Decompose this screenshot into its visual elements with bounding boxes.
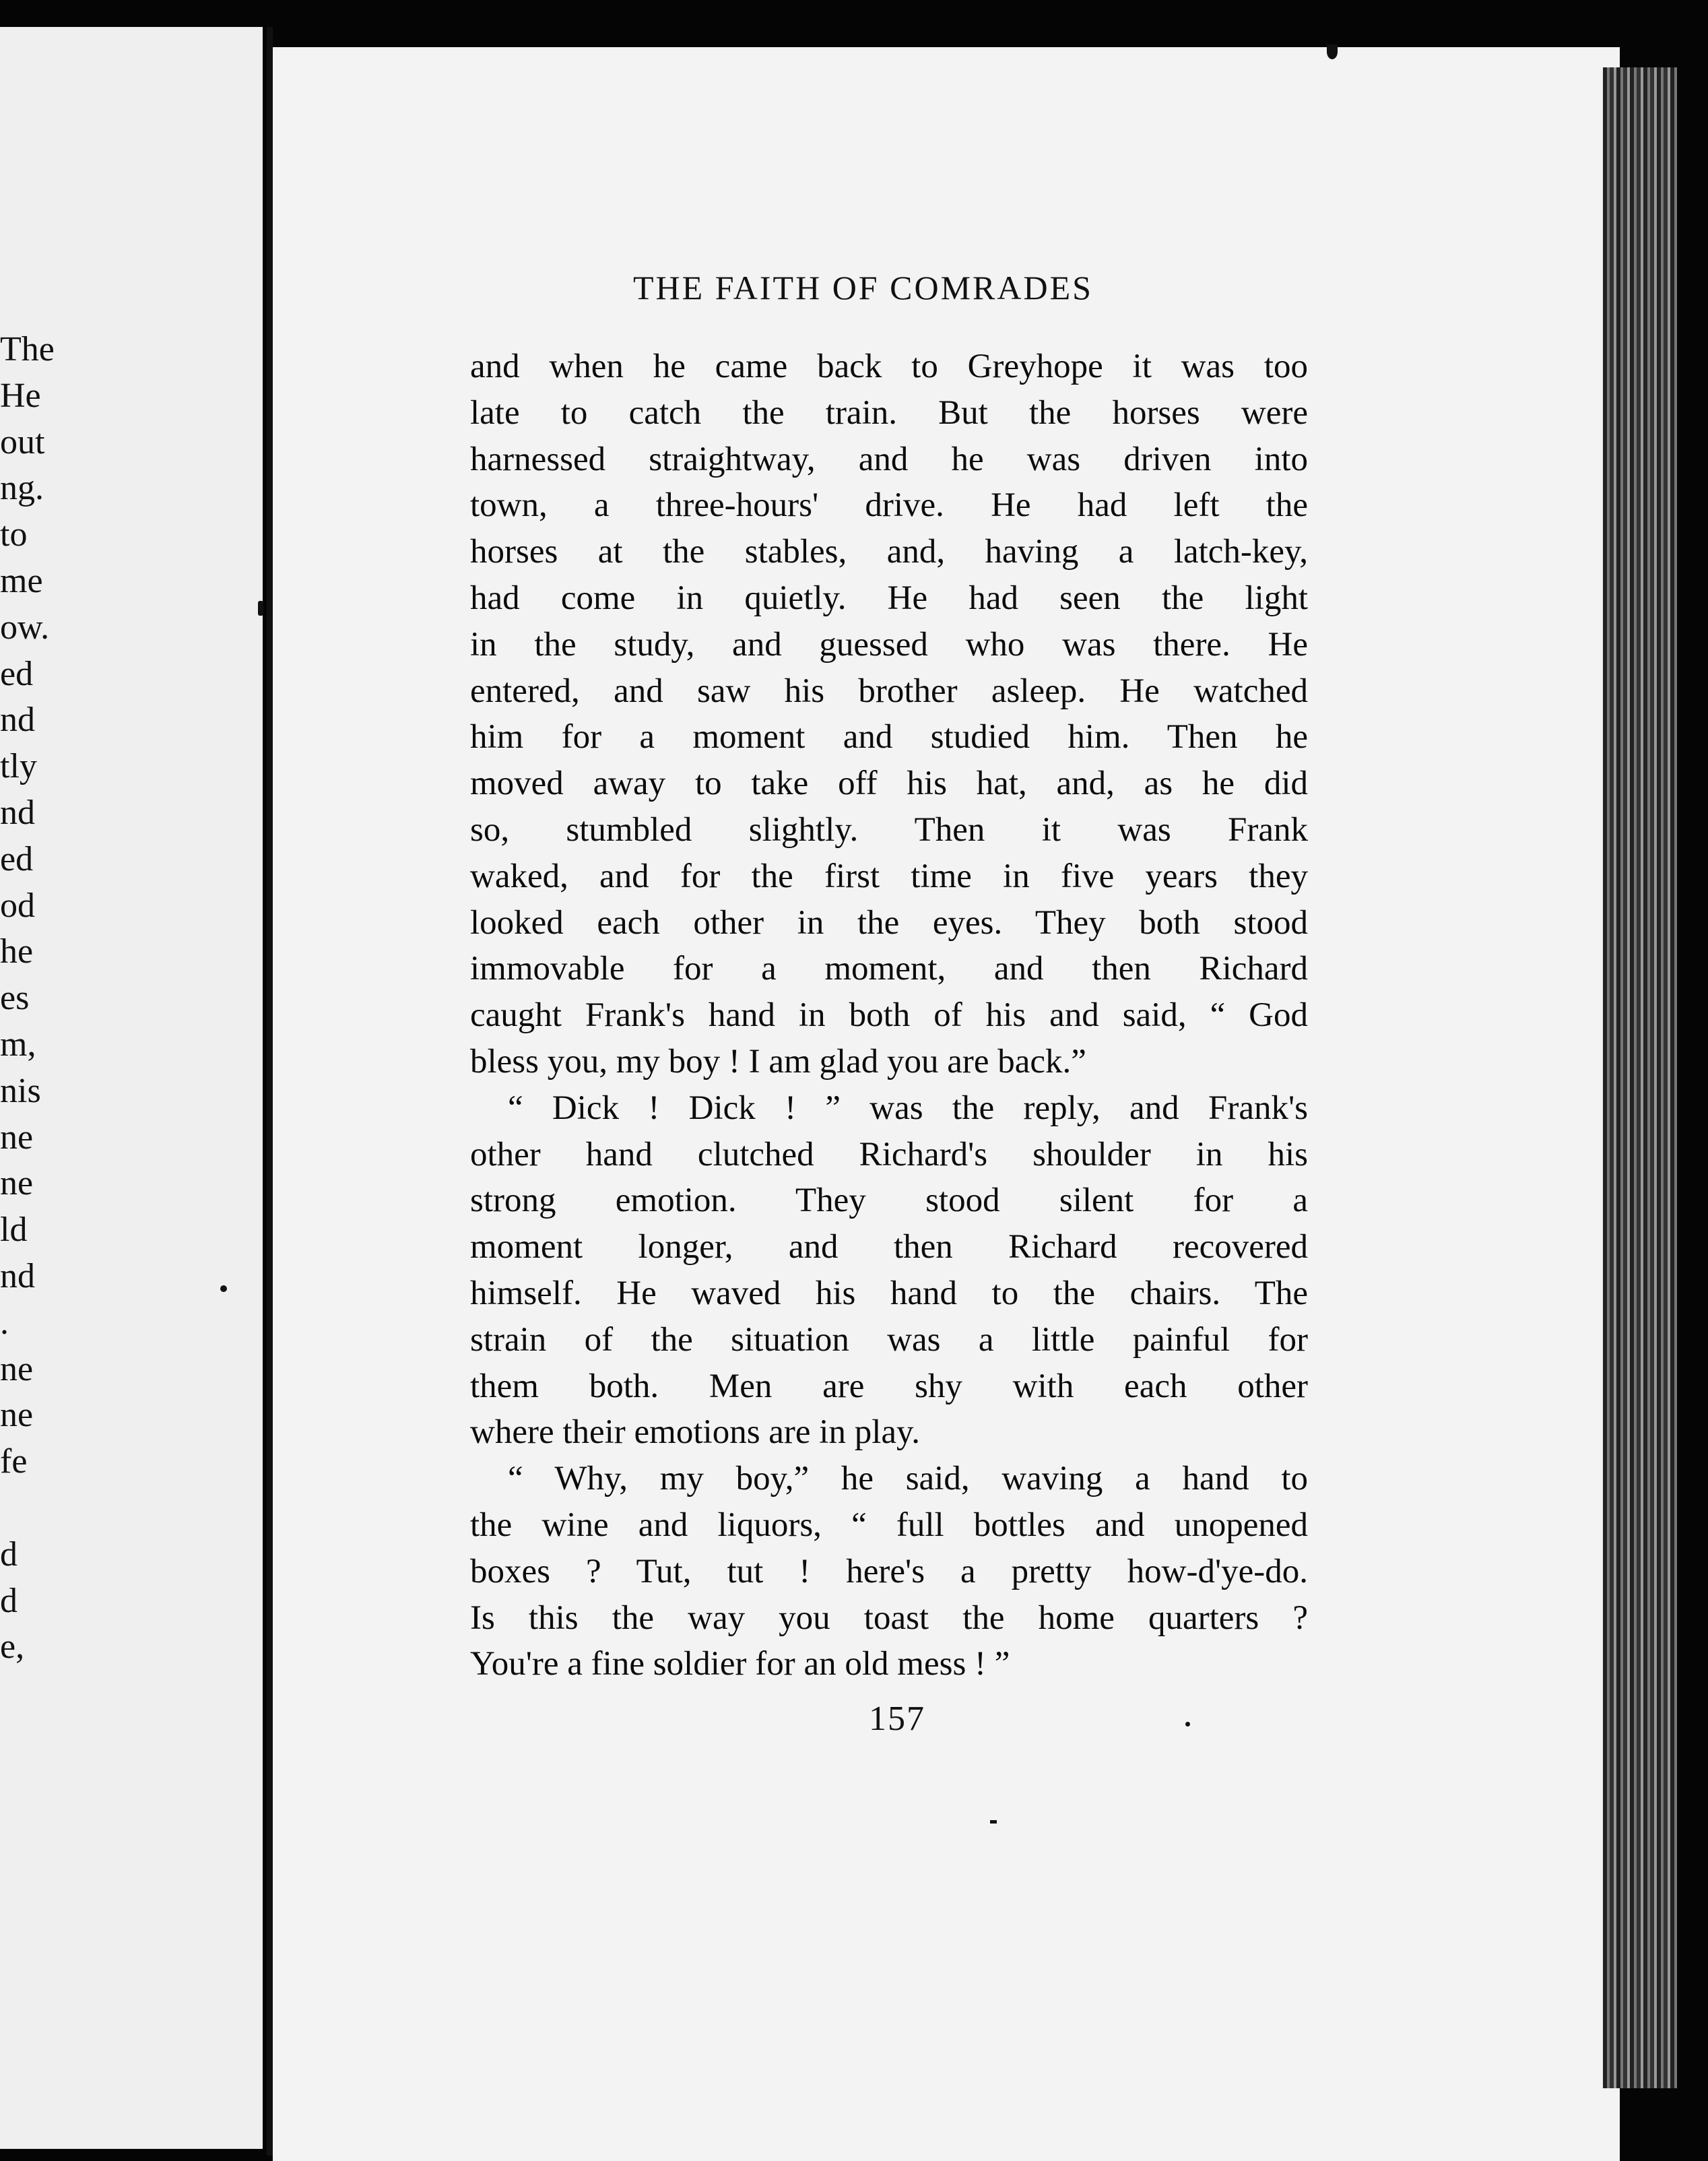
text-line: “ Dick ! Dick ! ” was the reply, and Frank's [508, 1089, 1308, 1127]
left-fragment-line: d [0, 1581, 18, 1620]
left-fragment-line: to [0, 515, 28, 554]
left-fragment-line: nis [0, 1071, 41, 1110]
text-line: bless you, my boy ! I am glad you are back.” [470, 1042, 1086, 1080]
left-fragment-line: e, [0, 1627, 25, 1667]
text-line: moment longer, and then Richard recovered [470, 1228, 1308, 1266]
text-line: where their emotions are in play. [470, 1413, 920, 1452]
left-fragment-line: fe [0, 1442, 28, 1481]
left-fragment-line: m, [0, 1025, 36, 1064]
left-fragment-line [0, 1485, 55, 1532]
left-fragment-line: ed [0, 839, 34, 878]
text-line: horses at the stables, and, having a latch-key, [470, 533, 1308, 571]
body-text [470, 344, 1308, 1687]
page-edges [1603, 67, 1677, 2088]
text-line: him for a moment and studied him. Then he [470, 718, 1308, 756]
text-line: so, stumbled slightly. Then it was Frank [470, 810, 1308, 849]
text-line: himself. He waved his hand to the chairs. The [470, 1274, 1308, 1312]
text-line: boxes ? Tut, tut ! here's a pretty how-d'ye-do. [470, 1552, 1308, 1590]
text-line: You're a fine soldier for an old mess ! ” [470, 1645, 1010, 1683]
left-fragment-line: nd [0, 1256, 35, 1295]
left-fragment-line: ng. [0, 469, 44, 508]
text-line: town, a three-hours' drive. He had left the [470, 486, 1308, 525]
text-line: caught Frank's hand in both of his and said, “ God [470, 996, 1308, 1035]
text-line: strain of the situation was a little painful for [470, 1320, 1308, 1359]
left-fragment-line: me [0, 561, 43, 600]
left-fragment-line: He [0, 376, 41, 415]
text-line: in the study, and guessed who was there. He [470, 625, 1308, 664]
left-fragment-line: ne [0, 1396, 34, 1435]
running-head: THE FAITH OF COMRADES [633, 269, 1093, 307]
text-line: looked each other in the eyes. They both stood [470, 903, 1308, 942]
left-fragment-line: ld [0, 1211, 28, 1250]
text-line: other hand clutched Richard's shoulder in his [470, 1135, 1308, 1173]
text-line: immovable for a moment, and then Richard [470, 950, 1308, 988]
left-fragment-line: The [0, 330, 55, 368]
left-fragment-line: od [0, 886, 35, 925]
text-line: had come in quietly. He had seen the light [470, 579, 1308, 617]
left-fragment-line: he [0, 932, 34, 971]
left-fragment-line: nd [0, 701, 35, 740]
left-fragment-line: . [0, 1303, 9, 1342]
text-line: “ Why, my boy,” he said, waving a hand to [508, 1460, 1308, 1498]
left-fragment-line: ow. [0, 608, 50, 647]
text-line: Is this the way you toast the home quarters ? [470, 1599, 1308, 1637]
left-page [0, 27, 263, 2149]
left-fragment-line: es [0, 979, 30, 1018]
text-line: and when he came back to Greyhope it was too [470, 348, 1308, 385]
page-number: 157 [869, 1700, 925, 1738]
left-fragment-line: tly [0, 747, 37, 786]
text-line: strong emotion. They stood silent for a [470, 1182, 1308, 1220]
text-line: late to catch the train. But the horses were [470, 393, 1308, 432]
left-fragment-line: ne [0, 1118, 34, 1157]
text-line: waked, and for the first time in five years they [470, 857, 1308, 895]
text-line: moved away to take off his hat, and, as he did [470, 765, 1308, 803]
left-fragment-line: out [0, 422, 45, 461]
left-fragment-line: ne [0, 1164, 34, 1203]
book-spine [267, 27, 273, 2156]
text-line: them both. Men are shy with each other [470, 1367, 1308, 1405]
left-fragment-line: ne [0, 1349, 34, 1388]
left-fragment-line: ed [0, 654, 34, 693]
text-line: entered, and saw his brother asleep. He watched [470, 672, 1308, 710]
text-line: harnessed straightway, and he was driven into [470, 440, 1308, 478]
left-fragment-line: d [0, 1535, 18, 1574]
left-page-text-fragments [0, 327, 55, 1671]
left-fragment-line: nd [0, 793, 35, 832]
text-line: the wine and liquors, “ full bottles and unopened [470, 1506, 1308, 1544]
